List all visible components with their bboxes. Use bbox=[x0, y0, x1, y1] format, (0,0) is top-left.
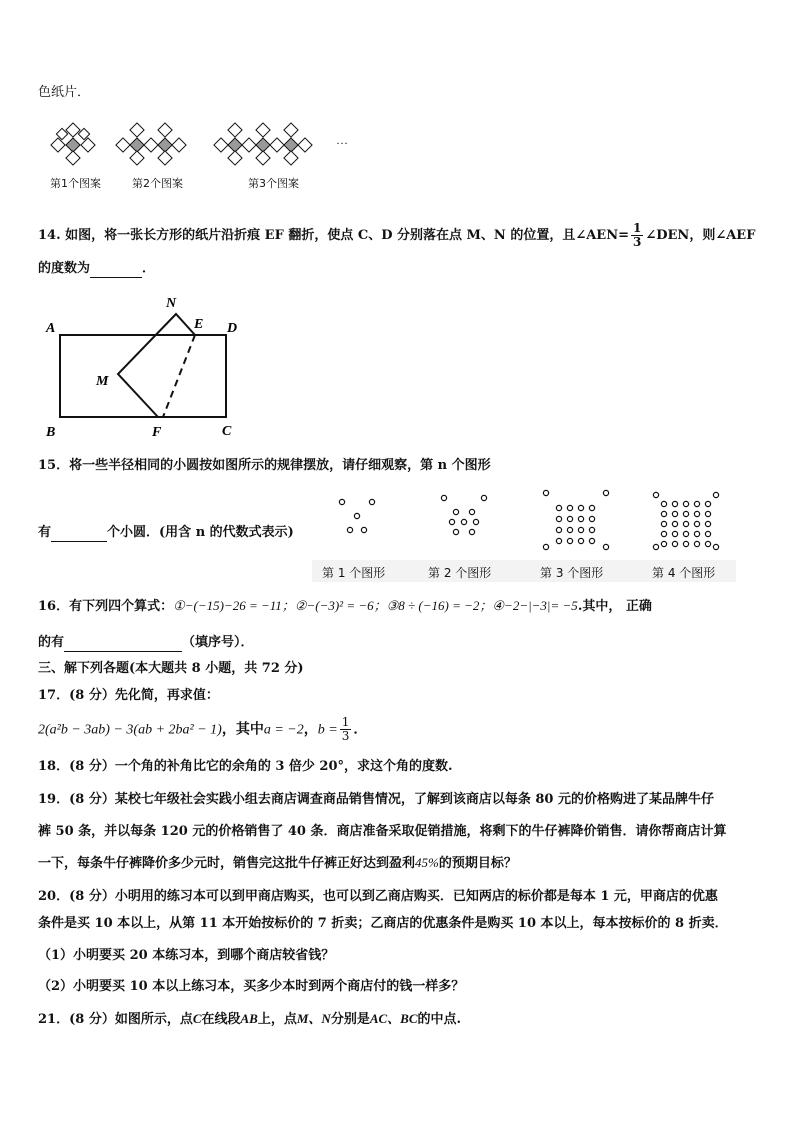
q17-line1: 17．(8 分）先化简，再求值： bbox=[38, 688, 219, 703]
pattern-1-bottom-diamond bbox=[66, 151, 80, 165]
q20-line2: 条件是买 10 本以上，从第 11 本开始按标价的 7 折卖；乙商店的优惠条件是购买 10 本以上，每本按标价的 8 折卖． bbox=[38, 916, 728, 931]
small-circle bbox=[694, 541, 699, 546]
q17-fraction bbox=[340, 716, 352, 743]
small-circle bbox=[556, 505, 561, 510]
q16-expr-2: ②−(−3)² = −6； bbox=[294, 598, 387, 613]
q16-line1 bbox=[38, 597, 652, 616]
small-circle bbox=[694, 531, 699, 536]
q14-line1-a: 14. 如图，将一张长方形的纸片沿折痕 EF 翻折，使点 C、D 分别落在点 M、N 的位置，且∠AEN= bbox=[38, 228, 629, 243]
q16-expr-4: ④−2−|−3|= −5 bbox=[492, 598, 578, 613]
circle-figure-3 bbox=[543, 490, 608, 549]
small-circle bbox=[672, 521, 677, 526]
q16-line2 bbox=[38, 634, 254, 652]
q16-line2-a: 的有 bbox=[38, 635, 65, 650]
circle-figure-2 bbox=[441, 495, 486, 534]
q15-line2 bbox=[38, 524, 294, 542]
pattern-1 bbox=[51, 123, 95, 165]
q17-tail: ． bbox=[353, 721, 368, 738]
small-circle bbox=[672, 541, 677, 546]
q19-line3-c: 的预期目标？ bbox=[438, 856, 517, 871]
small-circle bbox=[556, 538, 561, 543]
small-circle bbox=[567, 516, 572, 521]
small-circle bbox=[473, 519, 478, 524]
folded-part-mnef bbox=[118, 314, 195, 417]
small-circle bbox=[589, 505, 594, 510]
small-circle bbox=[339, 499, 344, 504]
q14-fold-figure bbox=[40, 290, 260, 440]
q15-answer-blank[interactable] bbox=[51, 527, 107, 542]
q14-line1-b: ∠DEN，则∠AEF bbox=[645, 228, 756, 243]
q19-line3 bbox=[38, 854, 517, 873]
q20-sub2: （2）小明要买 10 本以上练习本，买多少本时到两个商店付的钱一样多？ bbox=[38, 979, 465, 994]
small-circle bbox=[603, 544, 608, 549]
q15-line2-b: 个小圆．(用含 n 的代数式表示) bbox=[107, 525, 294, 540]
small-circle bbox=[469, 529, 474, 534]
circle-caption-2: 第 2 个图形 bbox=[428, 566, 492, 580]
q17-cond-a: ，其中 bbox=[221, 721, 264, 738]
pattern-1-left-diamond bbox=[51, 138, 65, 152]
pattern-caption-1: 第1个图案 bbox=[50, 177, 101, 190]
small-circle bbox=[567, 527, 572, 532]
q19-line1: 19．(8 分）某校七年级社会实践小组去商店调查商品销售情况，了解到该商店以每条 80 元的价格购进了某品牌牛仔 bbox=[38, 792, 714, 807]
small-circle bbox=[683, 531, 688, 536]
circle-caption-3: 第 3 个图形 bbox=[540, 566, 604, 580]
label-b: B bbox=[46, 425, 56, 440]
small-circle bbox=[589, 538, 594, 543]
small-circle bbox=[694, 521, 699, 526]
small-circle bbox=[449, 519, 454, 524]
q14-line2-b: ． bbox=[142, 261, 156, 276]
q14-line2 bbox=[38, 260, 155, 278]
q21-i: 的中点. bbox=[417, 1012, 462, 1027]
small-circle bbox=[694, 511, 699, 516]
small-circle bbox=[543, 544, 548, 549]
circle-caption-1: 第 1 个图形 bbox=[322, 566, 386, 580]
q13-pattern-figure bbox=[40, 116, 360, 168]
q21-point-c: C bbox=[192, 1011, 202, 1026]
q17-cond-c: ， bbox=[303, 721, 318, 738]
small-circle bbox=[481, 495, 486, 500]
q21-segment-ab: AB bbox=[240, 1011, 258, 1026]
small-circle bbox=[567, 538, 572, 543]
label-d: D bbox=[227, 321, 238, 336]
small-circle bbox=[578, 538, 583, 543]
small-circle bbox=[661, 521, 666, 526]
q17-frac-num: 1 bbox=[341, 715, 350, 729]
small-circle bbox=[705, 541, 710, 546]
pattern-1-top-diamond bbox=[66, 123, 80, 137]
q14-frac-num: 1 bbox=[633, 221, 642, 235]
small-circle bbox=[672, 531, 677, 536]
pattern-caption-3: 第3个图案 bbox=[248, 177, 299, 190]
small-circle bbox=[347, 527, 352, 532]
small-circle bbox=[556, 527, 561, 532]
small-circle bbox=[661, 511, 666, 516]
small-circle bbox=[589, 527, 594, 532]
q21-c: 在线段 bbox=[201, 1012, 241, 1027]
small-circle bbox=[683, 511, 688, 516]
q21-a: 21．(8 分）如图所示，点 bbox=[38, 1012, 193, 1027]
q19-line2: 裤 50 条，并以每条 120 元的价格销售了 40 条．商店准备采取促销措施，将剩下的牛仔裤降价销售．请你帮商店计算 bbox=[38, 824, 727, 839]
q21-e: 上，点 bbox=[257, 1012, 297, 1027]
pattern-3 bbox=[214, 123, 312, 165]
q13-tail-text: 色纸片． bbox=[38, 85, 91, 100]
small-circle bbox=[543, 490, 548, 495]
q19-line3-a: 一下，每条牛仔裤降价多少元时，销售完这批牛仔裤正好达到盈利 bbox=[38, 856, 416, 871]
q19-percent: 45% bbox=[415, 855, 439, 870]
crease-ef bbox=[163, 335, 195, 417]
q16-answer-blank[interactable] bbox=[64, 637, 182, 652]
label-m: M bbox=[96, 374, 109, 389]
small-circle bbox=[578, 505, 583, 510]
circle-caption-4: 第 4 个图形 bbox=[652, 566, 716, 580]
small-circle bbox=[661, 531, 666, 536]
small-circle bbox=[705, 501, 710, 506]
small-circle bbox=[354, 513, 359, 518]
q14-line2-a: 的度数为 bbox=[38, 261, 91, 276]
section-3-heading: 三、解下列各题(本大题共 8 小题，共 72 分) bbox=[38, 661, 304, 676]
q15-line2-a: 有 bbox=[38, 525, 52, 540]
q14-frac-den: 3 bbox=[633, 235, 642, 249]
small-circle bbox=[683, 501, 688, 506]
small-circle bbox=[578, 516, 583, 521]
small-circle bbox=[589, 516, 594, 521]
small-circle bbox=[683, 541, 688, 546]
pattern-2 bbox=[116, 123, 186, 165]
q17-line2 bbox=[38, 716, 367, 743]
small-circle bbox=[672, 511, 677, 516]
label-c: C bbox=[222, 424, 232, 439]
small-circle bbox=[661, 501, 666, 506]
small-circle bbox=[441, 495, 446, 500]
pattern-ellipsis: … bbox=[336, 133, 348, 147]
q14-fraction bbox=[631, 222, 643, 249]
small-circle bbox=[713, 544, 718, 549]
label-f: F bbox=[152, 425, 162, 440]
q16-line1-a: 16．有下列四个算式： bbox=[38, 599, 174, 614]
small-circle bbox=[361, 527, 366, 532]
label-n: N bbox=[166, 296, 177, 311]
small-circle bbox=[694, 501, 699, 506]
q18-line1: 18．(8 分）一个角的补角比它的余角的 3 倍少 20°，求这个角的度数. bbox=[38, 759, 453, 774]
small-circle bbox=[469, 509, 474, 514]
pattern-caption-2: 第2个图案 bbox=[132, 177, 183, 190]
small-circle bbox=[453, 529, 458, 534]
q21-line1 bbox=[38, 1010, 461, 1029]
label-e: E bbox=[194, 317, 204, 332]
small-circle bbox=[683, 521, 688, 526]
q16-line1-b: .其中， 正确 bbox=[577, 599, 652, 614]
small-circle bbox=[705, 521, 710, 526]
q17-cond-b: a = −2 bbox=[263, 722, 304, 738]
q17-cond-d: b = bbox=[317, 722, 338, 738]
small-circle bbox=[653, 492, 658, 497]
small-circle bbox=[453, 509, 458, 514]
pattern-1-center-square bbox=[66, 138, 80, 152]
small-circle bbox=[661, 541, 666, 546]
small-circle bbox=[369, 499, 374, 504]
small-circle bbox=[672, 501, 677, 506]
label-a: A bbox=[46, 321, 56, 336]
q17-expression: 2(a²b − 3ab) − 3(ab + 2ba² − 1) bbox=[38, 722, 222, 738]
q16-line2-b: （填序号）． bbox=[182, 635, 254, 650]
q20-sub1: （1）小明要买 20 本练习本，到哪个商店较省钱？ bbox=[38, 948, 335, 963]
q14-line1 bbox=[38, 222, 755, 249]
small-circle bbox=[556, 516, 561, 521]
q16-expr-1: ①−(−15)−26 = −11； bbox=[173, 598, 295, 613]
small-circle bbox=[603, 490, 608, 495]
circle-figure-1 bbox=[339, 499, 374, 532]
small-circle bbox=[578, 527, 583, 532]
small-circle bbox=[653, 544, 658, 549]
q15-line1: 15．将一些半径相同的小圆按如图所示的规律摆放，请仔细观察，第 n 个图形 bbox=[38, 458, 491, 473]
q16-expr-3: ③8 ÷ (−16) = −2； bbox=[386, 598, 493, 613]
q21-g: 分别是 bbox=[330, 1012, 370, 1027]
small-circle bbox=[567, 505, 572, 510]
small-circle bbox=[705, 531, 710, 536]
circle-figure-4 bbox=[653, 492, 718, 549]
q20-line1: 20．(8 分）小明用的练习本可以到甲商店购买，也可以到乙商店购买．已知两店的标价都是每本 1 元，甲商店的优惠 bbox=[38, 889, 718, 904]
q21-points-mn: M、N bbox=[296, 1011, 331, 1026]
q17-frac-den: 3 bbox=[341, 729, 350, 743]
q14-answer-blank[interactable] bbox=[90, 263, 142, 278]
small-circle bbox=[713, 492, 718, 497]
q15-circles-figure bbox=[312, 486, 736, 554]
q21-segments-ac-bc: AC、BC bbox=[369, 1011, 418, 1026]
pattern-1-right-diamond bbox=[81, 138, 95, 152]
small-circle bbox=[705, 511, 710, 516]
small-circle bbox=[461, 519, 466, 524]
